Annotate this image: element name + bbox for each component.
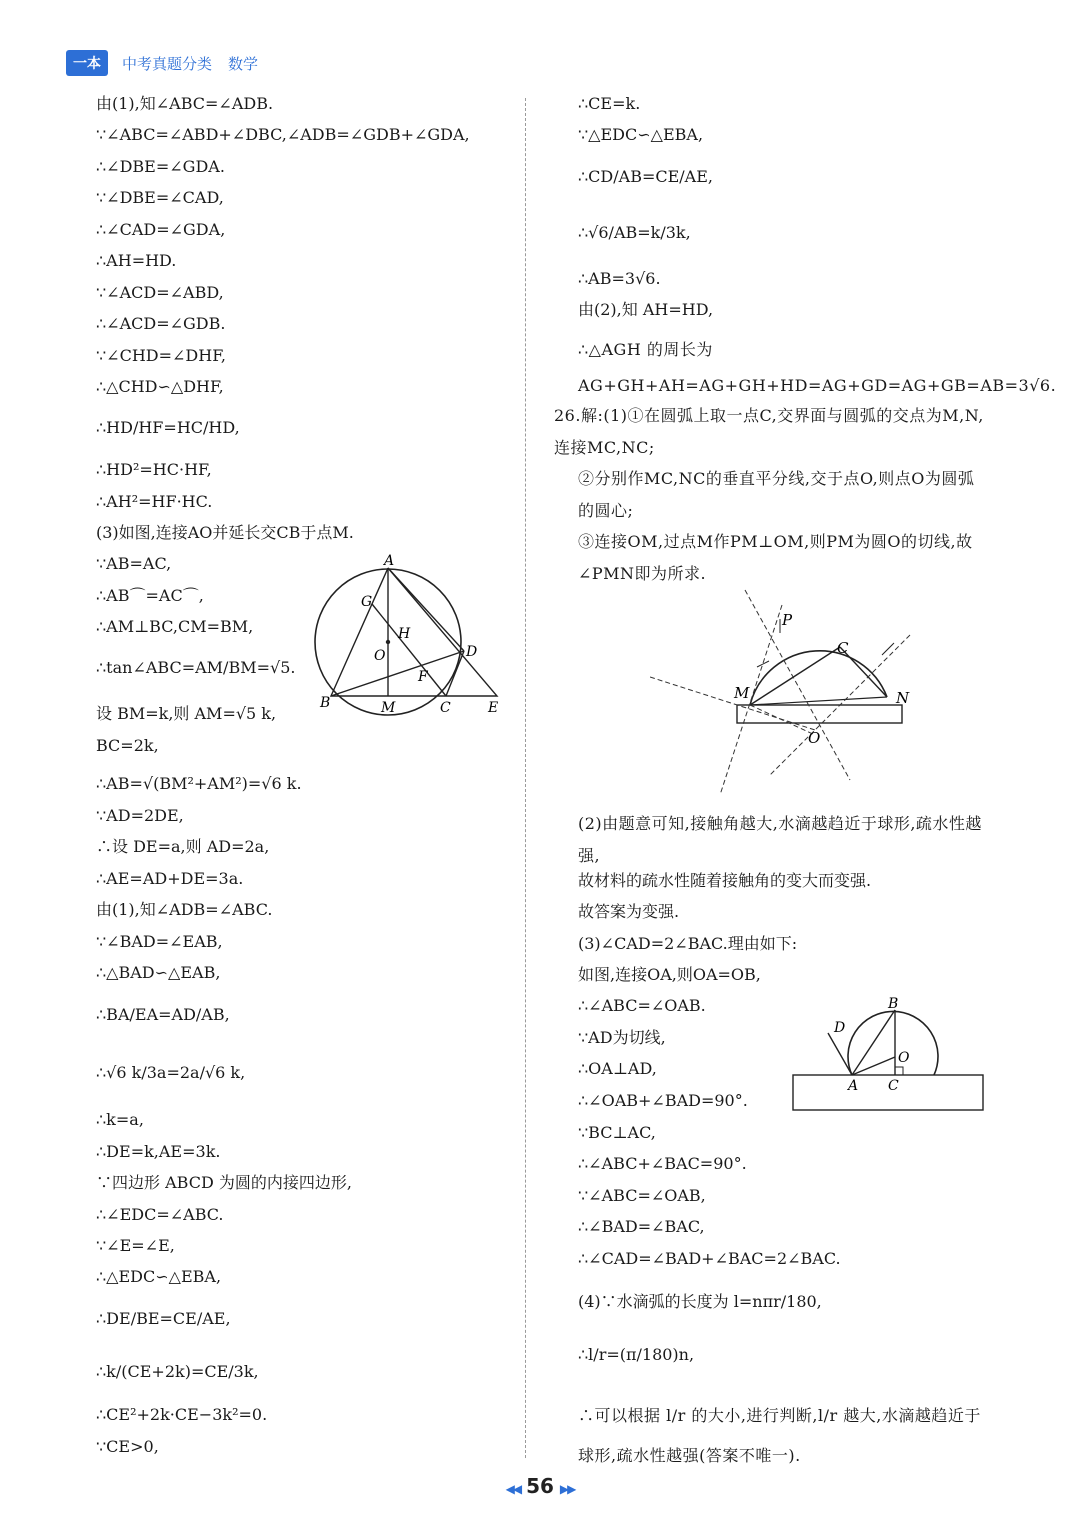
text-paragraph: ②分别作MC,NC的垂直平分线,交于点O,则点O为圆弧的圆心;: [578, 469, 975, 520]
text-paragraph: (2)由题意可知,接触角越大,水滴越趋近于球形,疏水性越强,: [578, 814, 982, 865]
text-line: ∴AB=√(BM²+AM²)=√6 k.: [96, 774, 302, 793]
text-line: ∴AM⊥BC,CM=BM,: [96, 617, 254, 636]
text-line: ∴∠OAB+∠BAD=90°.: [578, 1091, 748, 1110]
text-line: ∵AD为切线,: [578, 1028, 666, 1047]
label-O: O: [374, 648, 386, 664]
text-line: ∴CD/AB=CE/AE,: [578, 167, 713, 186]
text-line: ∵∠BAD=∠EAB,: [96, 932, 223, 951]
label-C: C: [837, 639, 849, 657]
text-line: ∴AH²=HF·HC.: [96, 492, 213, 511]
label-D: D: [466, 644, 478, 660]
text-line: 设 BM=k,则 AM=√5 k,: [96, 704, 277, 723]
text-line: ∴OA⊥AD,: [578, 1059, 657, 1078]
text-line: ∵四边形 ABCD 为圆的内接四边形,: [96, 1173, 352, 1192]
label-P: P: [782, 611, 793, 629]
subject-title: 数学: [228, 54, 259, 73]
text-line: ∴∠ABC+∠BAC=90°.: [578, 1154, 747, 1173]
text-line: (4)∵水滴弧的长度为 l=nπr/180,: [578, 1292, 822, 1311]
text-line: ∴∠CAD=∠BAD+∠BAC=2∠BAC.: [578, 1249, 841, 1268]
text-line: ∴HD²=HC·HF,: [96, 460, 212, 479]
text-line: ∴HD/HF=HC/HD,: [96, 418, 240, 437]
page-number-value: 56: [526, 1474, 554, 1498]
text-line: ∵∠CHD=∠DHF,: [96, 346, 226, 365]
text-line: (3)∠CAD=2∠BAC.理由如下:: [578, 934, 798, 953]
label-H: H: [398, 626, 411, 642]
text-line: ∵∠ACD=∠ABD,: [96, 283, 224, 302]
text-line: ∵AB=AC,: [96, 554, 172, 573]
label-M: M: [734, 684, 750, 702]
text-line: ∴△BAD∽△EAB,: [96, 963, 221, 982]
text-line: ∴CE=k.: [578, 94, 641, 113]
text-line: ∵∠E=∠E,: [96, 1236, 175, 1255]
text-line: ∴DE/BE=CE/AE,: [96, 1309, 231, 1328]
text-line: ∴∠CAD=∠GDA,: [96, 220, 226, 239]
question-26-part1: 26.解:(1)①在圆弧上取一点C,交界面与圆弧的交点为M,N,连接MC,NC;: [554, 406, 984, 457]
text-line: ∵∠ABC=∠OAB,: [578, 1186, 706, 1205]
arc-construction-figure: [650, 585, 920, 800]
text-line: 如图,连接OA,则OA=OB,: [578, 965, 761, 984]
label-F: F: [418, 669, 428, 685]
page-header: [66, 50, 274, 76]
text-line: 故材料的疏水性随着接触角的变大而变强.: [578, 871, 872, 890]
text-line: ∵△EDC∽△EBA,: [578, 125, 704, 144]
text-line: ∴AB=3√6.: [578, 269, 661, 288]
text-line: ∴k=a,: [96, 1110, 144, 1129]
text-line: ∴√6/AB=k/3k,: [578, 223, 691, 242]
text-line: ∴BA/EA=AD/AB,: [96, 1005, 230, 1024]
label-O: O: [898, 1050, 910, 1066]
text-line: ∴△CHD∽△DHF,: [96, 377, 224, 396]
label-D: D: [834, 1020, 846, 1036]
label-E: E: [488, 700, 499, 716]
text-line: BC=2k,: [96, 736, 159, 755]
label-B: B: [888, 996, 899, 1012]
text-line: ∵∠DBE=∠CAD,: [96, 188, 224, 207]
text-line: ∵AD=2DE,: [96, 806, 184, 825]
text-line: ∴CE²+2k·CE−3k²=0.: [96, 1405, 268, 1424]
text-line: ∴∠DBE=∠GDA.: [96, 157, 225, 176]
droplet-tangent-figure: [790, 995, 990, 1115]
label-O: O: [808, 729, 821, 747]
text-line: ∵∠ABC=∠ABD+∠DBC,∠ADB=∠GDB+∠GDA,: [96, 125, 470, 144]
text-line: ∴∠ACD=∠GDB.: [96, 314, 226, 333]
column-divider: [525, 98, 526, 1458]
text-line: ∴tan∠ABC=AM/BM=√5.: [96, 658, 296, 677]
text-line: ∴k/(CE+2k)=CE/3k,: [96, 1362, 259, 1381]
text-line: ∵BC⊥AC,: [578, 1123, 656, 1142]
text-line: 故答案为变强.: [578, 902, 680, 921]
text-paragraph: ③连接OM,过点M作PM⊥OM,则PM为圆O的切线,故∠PMN即为所求.: [578, 532, 973, 583]
text-line: ∴∠BAD=∠BAC,: [578, 1217, 705, 1236]
circle-triangle-figure: [306, 550, 506, 720]
label-G: G: [361, 594, 373, 610]
text-line: 由(2),知 AH=HD,: [578, 300, 714, 319]
label-C: C: [440, 700, 451, 716]
label-A: A: [848, 1078, 859, 1094]
text-line: 由(1),知∠ADB=∠ABC.: [96, 900, 273, 919]
text-paragraph: ∴△AGH 的周长为 AG+GH+AH=AG+GH+HD=AG+GD=AG+GB=AB=3√6.: [578, 340, 1057, 395]
next-arrow-icon: ▶▶: [559, 1482, 575, 1496]
prev-arrow-icon: ◀◀: [505, 1482, 521, 1496]
text-paragraph: ∴可以根据 l/r 的大小,进行判断,l/r 越大,水滴越趋近于球形,疏水性越强(答案不唯一).: [578, 1406, 981, 1465]
book-title: 中考真题分类: [122, 54, 213, 73]
text-line: (3)如图,连接AO并延长交CB于点M.: [96, 523, 354, 542]
text-line: ∴AB⌒=AC⌒,: [96, 586, 204, 605]
brand-logo: 一本: [66, 50, 108, 76]
text-line: ∵CE>0,: [96, 1437, 159, 1456]
text-line: ∴AH=HD.: [96, 251, 177, 270]
text-line: 由(1),知∠ABC=∠ADB.: [96, 94, 274, 113]
label-M: M: [381, 700, 396, 716]
label-N: N: [896, 689, 910, 707]
label-C: C: [888, 1078, 899, 1094]
text-line: ∴设 DE=a,则 AD=2a,: [96, 837, 270, 856]
text-line: ∴l/r=(π/180)n,: [578, 1345, 695, 1364]
label-B: B: [320, 695, 331, 711]
label-A: A: [384, 553, 395, 569]
text-line: ∴AE=AD+DE=3a.: [96, 869, 244, 888]
text-line: ∴△EDC∽△EBA,: [96, 1267, 222, 1286]
text-line: ∴∠ABC=∠OAB.: [578, 996, 706, 1015]
text-line: ∴DE=k,AE=3k.: [96, 1142, 221, 1161]
page-number: [0, 1474, 1080, 1498]
text-line: ∴√6 k/3a=2a/√6 k,: [96, 1063, 246, 1082]
text-line: ∴∠EDC=∠ABC.: [96, 1205, 224, 1224]
